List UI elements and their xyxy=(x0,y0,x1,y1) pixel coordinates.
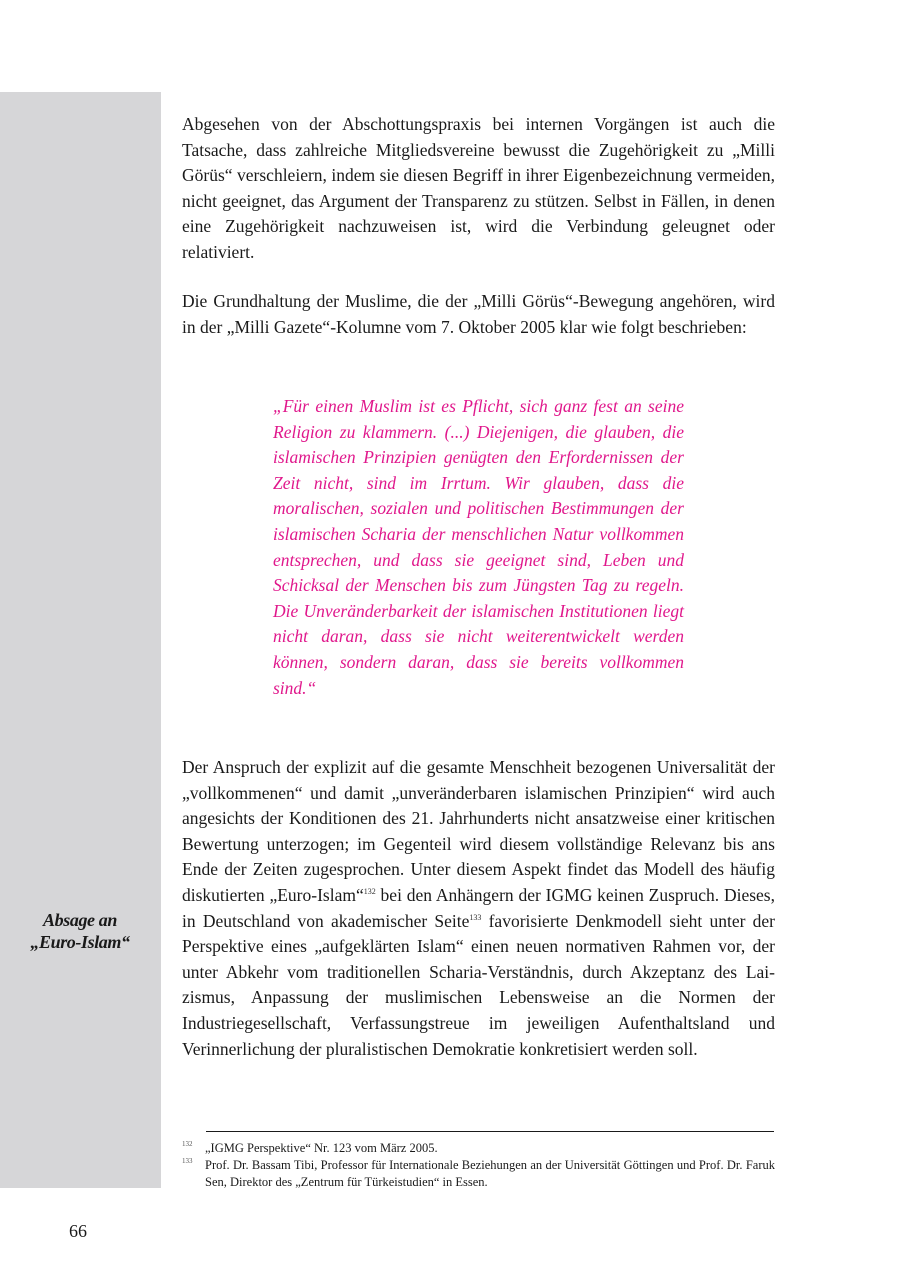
footnote-divider xyxy=(206,1131,774,1132)
footnote-ref-132[interactable]: 132 xyxy=(363,886,376,896)
footnote-number: 133 xyxy=(182,1157,193,1165)
paragraph-2: Die Grundhaltung der Muslime, die der „Milli Görüs“-Bewegung angehören, wird in der „Milli Gazete“-Kolumne vom 7. Oktober 2005 klar wie folgt beschrieben: xyxy=(182,291,775,337)
margin-note-line-1: Absage an xyxy=(43,910,117,930)
paragraph-3-part-a: Der Anspruch der explizit auf die gesamte Menschheit bezogenen Universalität der „vollkommenen“ und damit „unveränderbaren islamischen Prinzipien“ wird auch angesichts der Konditionen des 21. Jahrhunderts nicht ansatzweise einer kritischen Bewertung unterzogen; im Gegenteil wird diesem vollständige Relevanz bis ans Ende der Zeiten zugesprochen. Unter diesem Aspekt findet das Modell des häufig diskutierten „Euro-Islam“ xyxy=(182,757,775,905)
paragraph-3-part-b: bei den Anhängern der IGMG keinen Zuspruch. Dieses, in Deutschland von akademischer Seite xyxy=(182,884,775,931)
footnote-text: „IGMG Perspektive“ Nr. 123 vom März 2005. xyxy=(205,1141,438,1155)
margin-note-line-2: „Euro-Islam“ xyxy=(30,932,130,952)
footnote-ref-133[interactable]: 133 xyxy=(469,912,482,922)
footnote-133 xyxy=(182,1157,775,1191)
paragraph-3 xyxy=(182,755,775,1062)
footnote-132 xyxy=(182,1140,775,1157)
margin-note xyxy=(10,909,150,953)
paragraph-3-part-c: favorisierte Denkmodell sieht unter der Perspektive eines „aufgeklärten Islam“ einen neuen normativen Rahmen vor, der unter Abkehr vom traditionellen Scharia-Verständnis, durch Akzeptanz des Laizismus, Anpassung der muslimischen Lebensweise an die Normen der Industriegesellschaft, Verfassungstreue im jeweiligen Aufenthaltsland und Verinnerlichung der pluralistischen Demokratie konkretisiert werden soll. xyxy=(182,910,776,1059)
paragraph-1: Abgesehen von der Abschottungspraxis bei internen Vorgängen ist auch die Tatsache, dass zahlreiche Mitgliedsvereine bewusst die Zugehörigkeit zu „Milli Görüs“ verschleiern, indem sie diesen Begriff in ihrer Eigenbezeichnung vermeiden, nicht geeignet, das Argument der Transparenz zu stützen. Selbst in Fällen, in denen eine Zugehörigkeit nachzuweisen ist, wird die Verbindung geleugnet oder relativiert. xyxy=(182,114,775,262)
footnote-number: 132 xyxy=(182,1140,193,1148)
margin-sidebar xyxy=(0,92,161,1188)
footnote-text: Prof. Dr. Bassam Tibi, Professor für Internationale Beziehungen an der Universität Göttingen und Prof. Dr. Faruk Sen, Direktor des „Zentrum für Türkeistudien“ in Essen. xyxy=(205,1158,775,1189)
block-quote: „Für einen Muslim ist es Pflicht, sich ganz fest an seine Religion zu klammern. (...) Diejenigen, die glauben, die islamischen Prinzipien genügten den Erfordernissen der Zeit nicht, sind im Irrtum. Wir glauben, dass die moralischen, sozialen und politischen Bestimmungen der islamischen Scharia der menschlichen Natur vollkommen entsprechen, und dass sie geeignet sind, Leben und Schicksal der Menschen bis zum Jüngsten Tag zu regeln. Die Unveränderbarkeit der islamischen Institutionen liegt nicht daran, dass sie nicht weiterentwickelt werden können, sondern daran, dass sie bereits vollkommen sind.“ xyxy=(273,396,684,698)
page-number: 66 xyxy=(69,1221,87,1241)
footnotes xyxy=(182,1140,775,1191)
